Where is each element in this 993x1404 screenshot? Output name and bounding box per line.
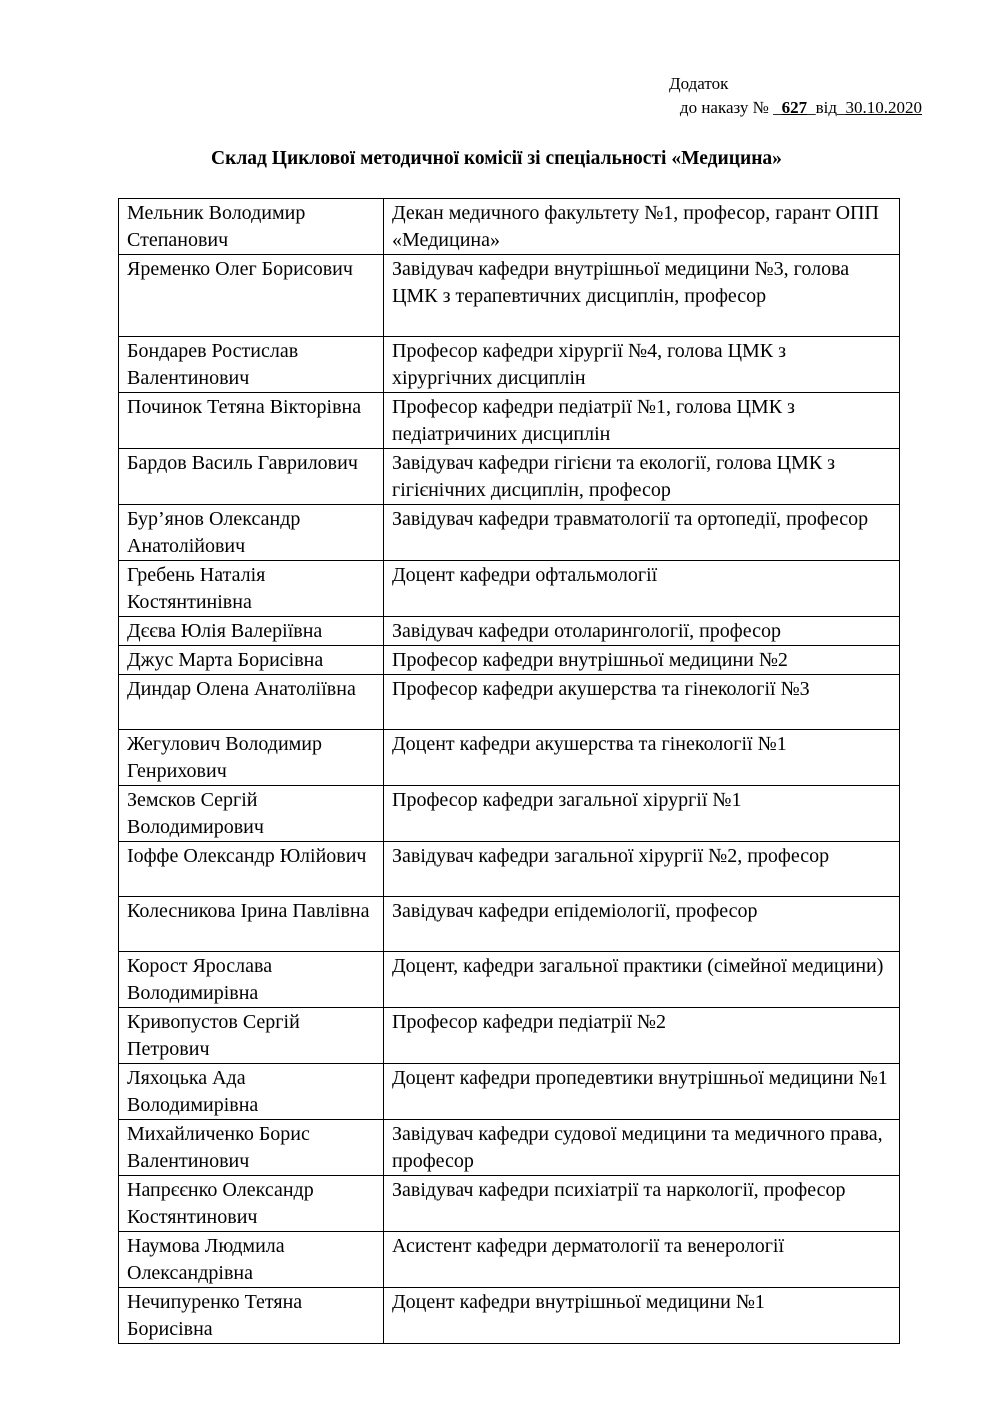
member-position: Професор кафедри педіатрії №2 xyxy=(384,1008,900,1064)
member-position: Завідувач кафедри травматології та ортопедії, професор xyxy=(384,505,900,561)
member-position: Завідувач кафедри внутрішньої медицини №3, голова ЦМК з терапевтичних дисциплін, професор xyxy=(384,255,900,337)
table-row xyxy=(119,199,900,255)
member-position: Декан медичного факультету №1, професор, гарант ОПП «Медицина» xyxy=(384,199,900,255)
table-row xyxy=(119,952,900,1008)
table-row xyxy=(119,1232,900,1288)
table-row xyxy=(119,1064,900,1120)
order-date: 30.10.2020 xyxy=(845,98,922,117)
members-table xyxy=(118,198,900,1344)
member-name: Дєєва Юлія Валеріївна xyxy=(119,617,384,646)
table-row xyxy=(119,842,900,897)
appendix-note xyxy=(602,72,922,120)
member-position: Професор кафедри хірургії №4, голова ЦМК з хірургічних дисциплін xyxy=(384,337,900,393)
order-blank-after: _ xyxy=(807,98,816,117)
member-name: Бондарев Ростислав Валентинович xyxy=(119,337,384,393)
table-row xyxy=(119,730,900,786)
member-position: Завідувач кафедри отоларингології, професор xyxy=(384,617,900,646)
table-row xyxy=(119,449,900,505)
member-name: Яременко Олег Борисович xyxy=(119,255,384,337)
member-name: Джус Марта Борисівна xyxy=(119,646,384,675)
table-row xyxy=(119,786,900,842)
order-date-prefix: від_ xyxy=(815,98,846,117)
member-name: Починок Тетяна Вікторівна xyxy=(119,393,384,449)
member-position: Доцент кафедри внутрішньої медицини №1 xyxy=(384,1288,900,1344)
table-row xyxy=(119,897,900,952)
member-name: Бардов Василь Гаврилович xyxy=(119,449,384,505)
member-position: Професор кафедри педіатрії №1, голова ЦМК з педіатричиних дисциплін xyxy=(384,393,900,449)
member-name: Колесникова Ірина Павлівна xyxy=(119,897,384,952)
member-position: Доцент кафедри акушерства та гінекології №1 xyxy=(384,730,900,786)
member-name: Мельник Володимир Степанович xyxy=(119,199,384,255)
member-name: Кривопустов Сергій Петрович xyxy=(119,1008,384,1064)
member-name: Диндар Олена Анатоліївна xyxy=(119,675,384,730)
member-name: Бур’янов Олександр Анатолійович xyxy=(119,505,384,561)
table-row xyxy=(119,1008,900,1064)
member-position: Завідувач кафедри загальної хірургії №2, професор xyxy=(384,842,900,897)
member-name: Іоффе Олександр Юлійович xyxy=(119,842,384,897)
member-position: Доцент кафедри офтальмології xyxy=(384,561,900,617)
member-name: Михайличенко Борис Валентинович xyxy=(119,1120,384,1176)
table-row xyxy=(119,675,900,730)
member-name: Ляхоцька Ада Володимирівна xyxy=(119,1064,384,1120)
member-position: Завідувач кафедри епідеміології, професор xyxy=(384,897,900,952)
table-row xyxy=(119,1120,900,1176)
member-position: Доцент, кафедри загальної практики (сімейної медицини) xyxy=(384,952,900,1008)
table-row xyxy=(119,617,900,646)
table-row xyxy=(119,393,900,449)
table-row xyxy=(119,505,900,561)
member-position: Завідувач кафедри судової медицини та медичного права, професор xyxy=(384,1120,900,1176)
appendix-label: Додаток xyxy=(669,74,729,93)
order-number: 627 xyxy=(781,98,808,117)
member-name: Гребень Наталія Костянтинівна xyxy=(119,561,384,617)
table-row xyxy=(119,1288,900,1344)
member-position: Професор кафедри внутрішньої медицини №2 xyxy=(384,646,900,675)
member-position: Професор кафедри загальної хірургії №1 xyxy=(384,786,900,842)
order-prefix: до наказу № xyxy=(679,98,774,117)
table-row xyxy=(119,646,900,675)
member-position: Асистент кафедри дерматології та венерології xyxy=(384,1232,900,1288)
member-name: Жегулович Володимир Генрихович xyxy=(119,730,384,786)
member-name: Нечипуренко Тетяна Борисівна xyxy=(119,1288,384,1344)
document-title: Склад Циклової методичної комісії зі спеціальності «Медицина» xyxy=(211,148,782,169)
member-name: Земсков Сергій Володимирович xyxy=(119,786,384,842)
member-name: Напрєєнко Олександр Костянтинович xyxy=(119,1176,384,1232)
member-position: Професор кафедри акушерства та гінекології №3 xyxy=(384,675,900,730)
table-row xyxy=(119,1176,900,1232)
table-row xyxy=(119,337,900,393)
table-row xyxy=(119,561,900,617)
member-position: Завідувач кафедри гігієни та екології, голова ЦМК з гігієнічних дисциплін, професор xyxy=(384,449,900,505)
member-position: Доцент кафедри пропедевтики внутрішньої медицини №1 xyxy=(384,1064,900,1120)
member-name: Наумова Людмила Олександрівна xyxy=(119,1232,384,1288)
table-row xyxy=(119,255,900,337)
order-blank-before: _ xyxy=(773,98,782,117)
member-position: Завідувач кафедри психіатрії та наркології, професор xyxy=(384,1176,900,1232)
member-name: Корост Ярослава Володимирівна xyxy=(119,952,384,1008)
order-reference xyxy=(602,96,922,120)
